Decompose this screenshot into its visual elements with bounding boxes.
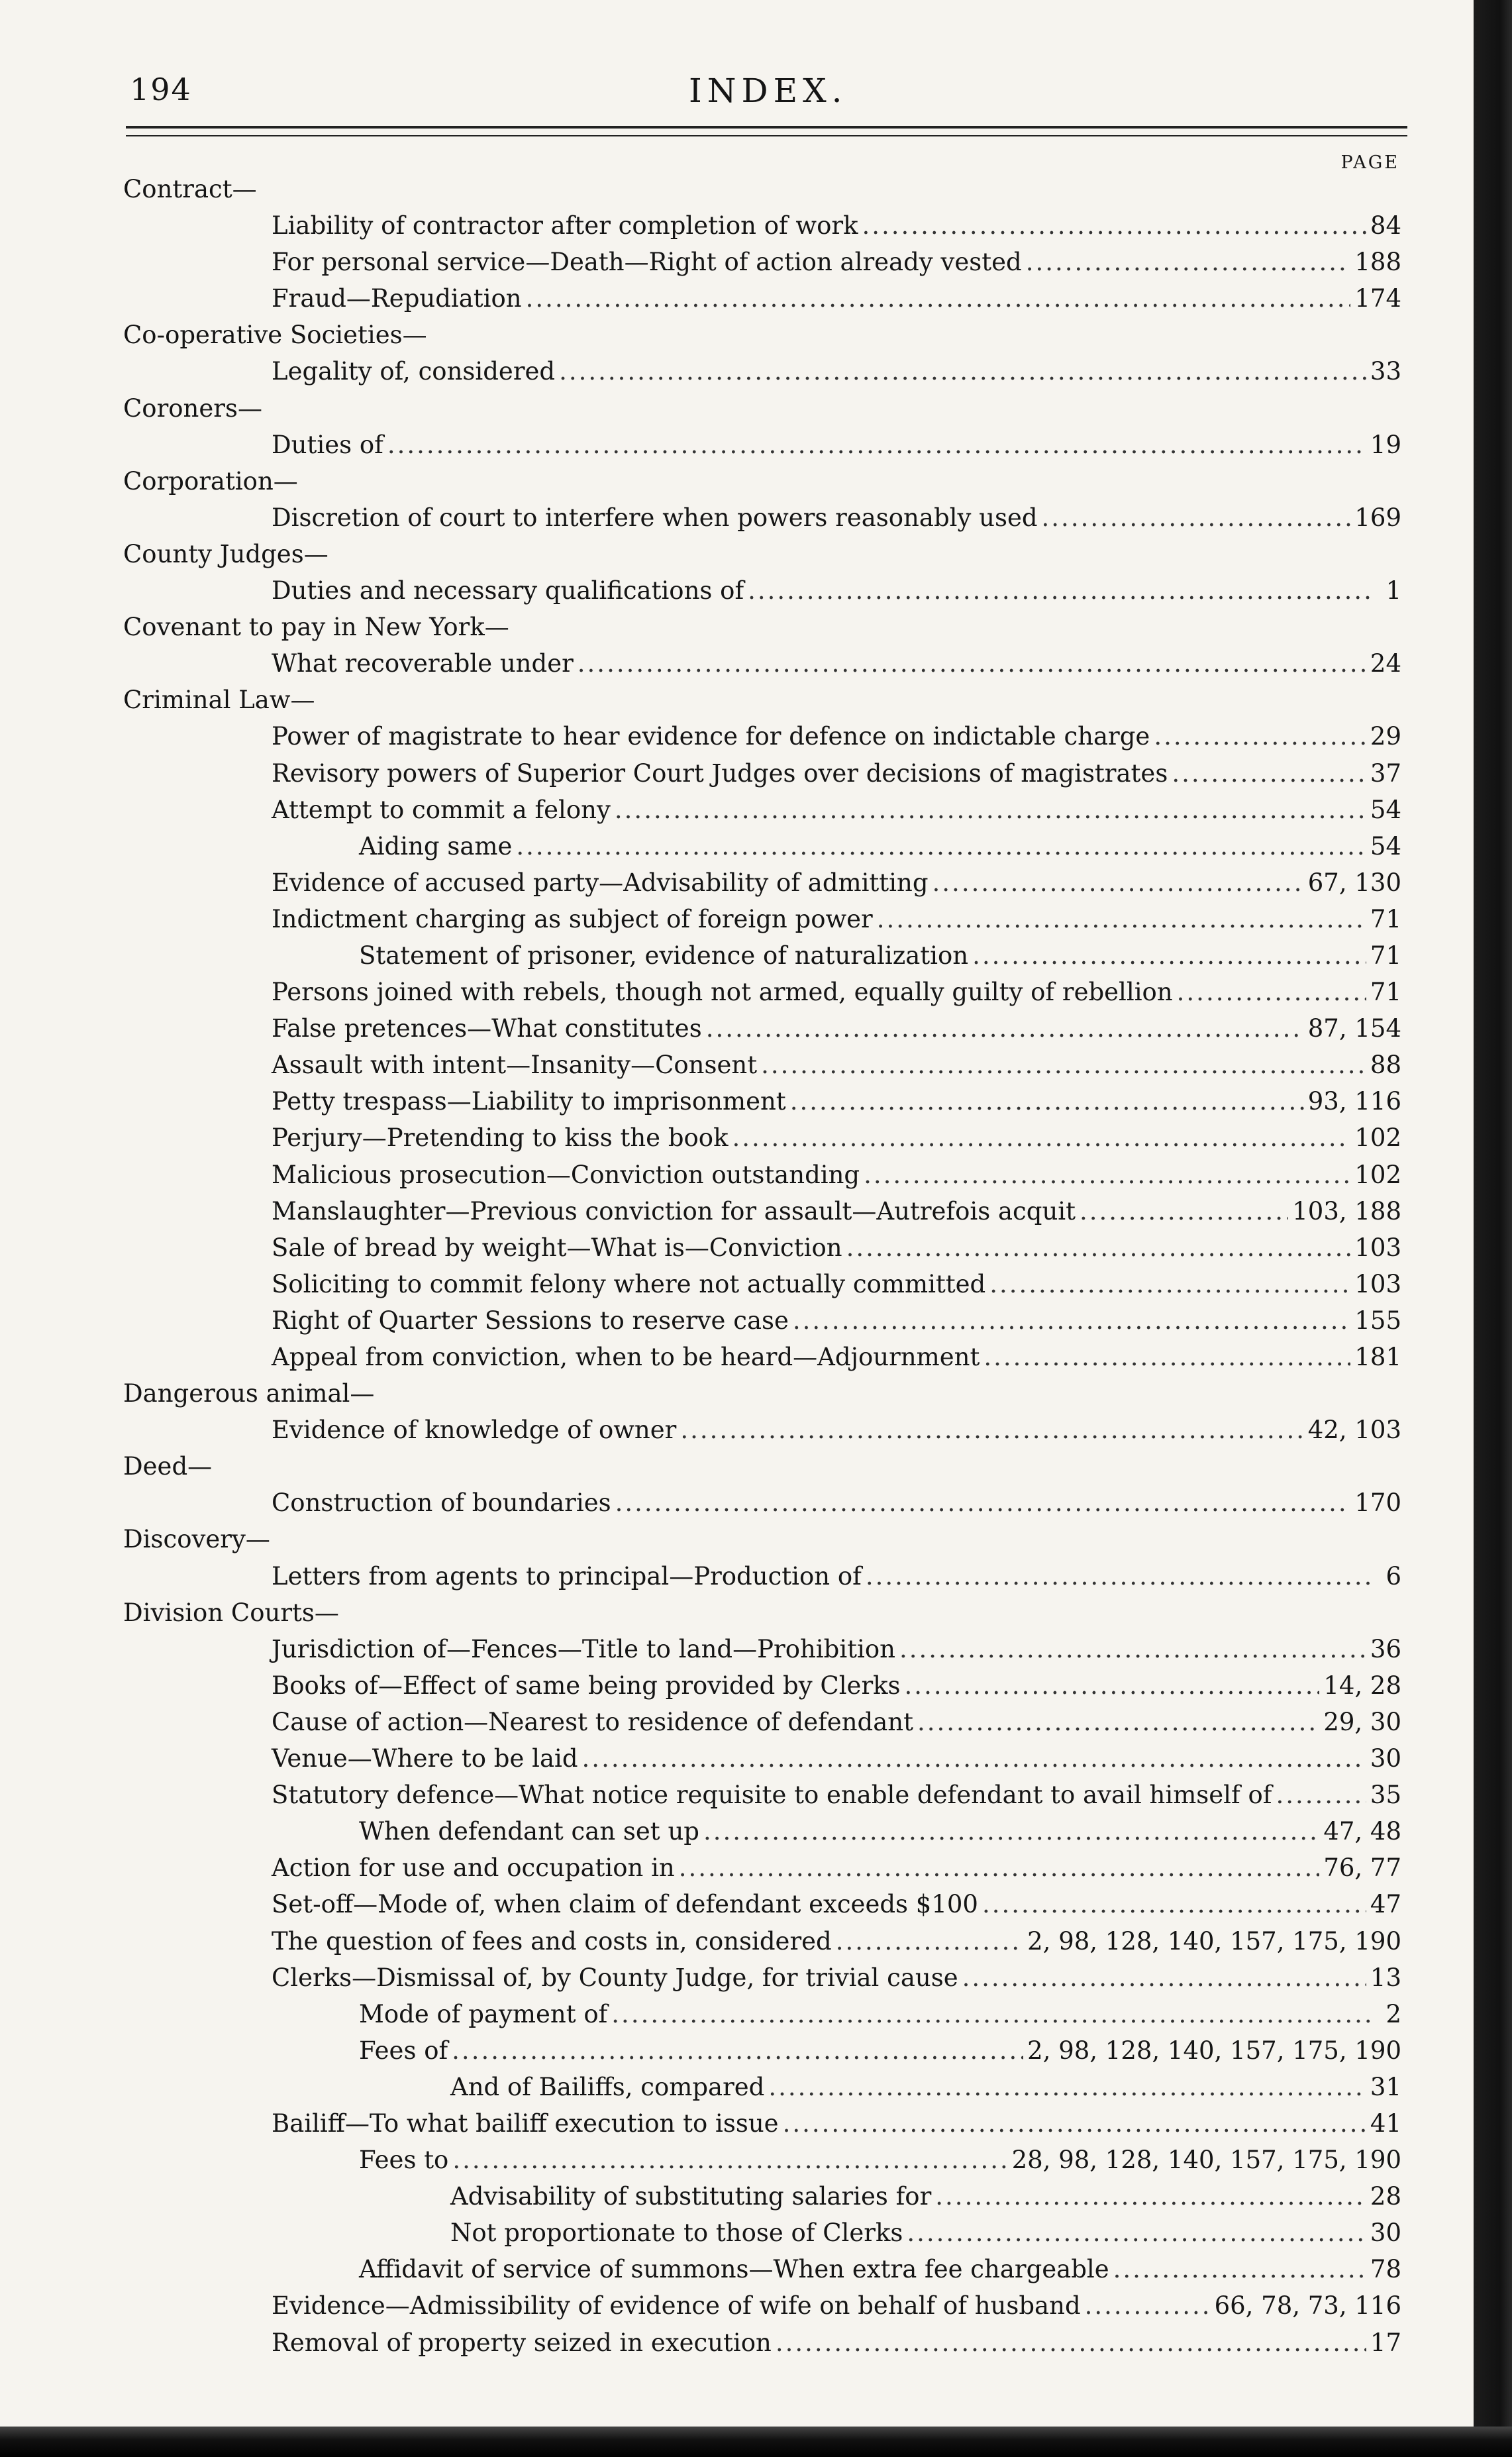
dot-leader — [907, 2215, 1366, 2251]
entry-page-ref: 17 — [1370, 2328, 1401, 2357]
index-entry — [123, 1157, 1401, 1193]
dot-leader — [836, 1923, 1023, 1960]
entry-text: Fraud—Repudiation — [272, 284, 522, 313]
entry-page-ref: 6 — [1386, 1561, 1401, 1591]
entry-line — [272, 280, 1401, 317]
entry-page-ref: 31 — [1370, 2072, 1401, 2101]
index-entry — [123, 1229, 1401, 1266]
entry-page-ref: 54 — [1370, 831, 1401, 861]
entry-line — [272, 1631, 1401, 1667]
entry-line — [272, 1485, 1401, 1521]
index-entry — [123, 2105, 1401, 2142]
entry-text: And of Bailiffs, compared — [450, 2072, 765, 2101]
entry-text: Soliciting to commit felony where not actually committed — [272, 1269, 986, 1298]
dot-leader — [706, 1010, 1304, 1047]
heading-text: Deed— — [123, 1452, 213, 1481]
index-entry — [123, 1631, 1401, 1667]
entry-text: Not proportionate to those of Clerks — [450, 2219, 903, 2248]
entry-page-ref: 71 — [1370, 978, 1401, 1007]
index-entry — [123, 645, 1401, 682]
index-entry — [123, 2142, 1401, 2178]
index-entry — [123, 1083, 1401, 1120]
entry-page-ref: 47, 48 — [1323, 1817, 1401, 1846]
entry-text: Right of Quarter Sessions to reserve case — [272, 1306, 789, 1335]
entry-page-ref: 87, 154 — [1307, 1014, 1401, 1043]
heading-text: County Judges— — [123, 539, 328, 568]
entry-text: Discretion of court to interfere when powers reasonably used — [272, 503, 1038, 532]
entry-text: Bailiff—To what bailiff execution to issue — [272, 2109, 779, 2138]
entry-text: Appeal from conviction, when to be heard—Adjournment — [272, 1343, 980, 1371]
entry-line — [272, 1740, 1401, 1777]
entry-page-ref: 42, 103 — [1307, 1416, 1401, 1445]
dot-leader — [899, 1631, 1366, 1667]
entry-page-ref: 93, 116 — [1307, 1087, 1401, 1116]
dot-leader — [776, 2325, 1366, 2361]
bottom-shadow — [0, 2427, 1512, 2457]
dot-leader — [846, 1229, 1351, 1266]
entry-page-ref: 170 — [1354, 1489, 1401, 1518]
dot-leader — [972, 937, 1366, 974]
entry-line — [272, 645, 1401, 682]
entry-line — [272, 1157, 1401, 1193]
entry-text: Manslaughter—Previous conviction for assault—Autrefois acquit — [272, 1196, 1076, 1226]
index-entry — [123, 2178, 1401, 2215]
entry-line — [359, 828, 1401, 864]
heading-text: Co-operative Societies— — [123, 321, 427, 350]
entry-line — [272, 755, 1401, 792]
entry-page-ref: 102 — [1354, 1160, 1401, 1189]
entry-line — [272, 1704, 1401, 1740]
heading-text: Criminal Law— — [123, 686, 315, 715]
index-heading — [123, 463, 1401, 499]
index-heading — [123, 536, 1401, 572]
dot-leader — [1026, 244, 1351, 280]
dot-leader — [582, 1740, 1366, 1777]
index-entry — [123, 1923, 1401, 1960]
entry-page-ref: 78 — [1370, 2255, 1401, 2284]
dot-leader — [935, 2178, 1366, 2215]
entry-page-ref: 19 — [1370, 430, 1401, 459]
index-entry — [123, 244, 1401, 280]
entry-text: Revisory powers of Superior Court Judges over decisions of magistrates — [272, 758, 1168, 788]
entry-line — [359, 2032, 1401, 2069]
entry-page-ref: 30 — [1370, 1744, 1401, 1773]
dot-leader — [611, 1996, 1371, 2032]
index-entry — [123, 2069, 1401, 2105]
entry-page-ref: 36 — [1370, 1634, 1401, 1663]
dot-leader — [452, 2142, 1007, 2178]
heading-text: Corporation— — [123, 466, 298, 496]
entry-line — [272, 244, 1401, 280]
index-entry — [123, 1412, 1401, 1448]
entry-line — [272, 572, 1401, 609]
entry-page-ref: 1 — [1386, 576, 1401, 605]
entry-text: Power of magistrate to hear evidence for defence on indictable charge — [272, 722, 1150, 751]
entry-text: Duties of — [272, 430, 383, 459]
index-entry — [123, 427, 1401, 463]
entry-line — [272, 2105, 1401, 2142]
entry-page-ref: 2, 98, 128, 140, 157, 175, 190 — [1027, 2036, 1401, 2065]
index-heading — [123, 390, 1401, 427]
index-entry — [123, 2215, 1401, 2251]
index-heading — [123, 1375, 1401, 1412]
index-entry — [123, 499, 1401, 536]
index-entry — [123, 828, 1401, 864]
header-rule-thin — [126, 135, 1407, 136]
entry-line — [272, 1083, 1401, 1120]
dot-leader — [578, 645, 1366, 682]
entry-line — [359, 1813, 1401, 1850]
entry-text: Attempt to commit a felony — [272, 795, 611, 824]
entry-line — [450, 2178, 1401, 2215]
dot-leader — [1276, 1777, 1366, 1813]
dot-leader — [1154, 718, 1366, 755]
entry-line — [272, 792, 1401, 828]
dot-leader — [615, 1485, 1351, 1521]
entry-line — [359, 937, 1401, 974]
dot-leader — [790, 1083, 1304, 1120]
entry-text: For personal service—Death—Right of action already vested — [272, 248, 1022, 277]
entry-text: Construction of boundaries — [272, 1489, 611, 1518]
dot-leader — [905, 1667, 1320, 1704]
entry-page-ref: 188 — [1354, 248, 1401, 277]
entry-line — [272, 1886, 1401, 1922]
index-entry — [123, 2325, 1401, 2361]
entry-page-ref: 155 — [1354, 1306, 1401, 1335]
entry-page-ref: 2, 98, 128, 140, 157, 175, 190 — [1027, 1926, 1401, 1956]
index-entry — [123, 1047, 1401, 1083]
entry-line — [272, 901, 1401, 937]
entry-text: Indictment charging as subject of foreign power — [272, 904, 873, 933]
index-entry — [123, 280, 1401, 317]
index-entry — [123, 901, 1401, 937]
index-entry — [123, 1996, 1401, 2032]
entry-line — [272, 1850, 1401, 1886]
dot-leader — [761, 1047, 1366, 1083]
dot-leader — [615, 792, 1366, 828]
entry-text: Books of—Effect of same being provided by Clerks — [272, 1671, 901, 1700]
dot-leader — [387, 427, 1366, 463]
entry-line — [272, 864, 1401, 901]
dot-leader — [1080, 1193, 1288, 1229]
index-entry — [123, 2287, 1401, 2324]
entry-page-ref: 30 — [1370, 2219, 1401, 2248]
entry-page-ref: 174 — [1354, 284, 1401, 313]
entry-text: Evidence of accused party—Advisability of admitting — [272, 868, 929, 897]
heading-text: Division Courts— — [123, 1598, 339, 1627]
dot-leader — [917, 1704, 1319, 1740]
entry-page-ref: 54 — [1370, 795, 1401, 824]
entry-line — [272, 1339, 1401, 1375]
heading-text: Contract— — [123, 175, 257, 203]
index-list — [123, 171, 1401, 2361]
dot-leader — [680, 1412, 1303, 1448]
index-entry — [123, 1266, 1401, 1302]
entry-page-ref: 2 — [1386, 1999, 1401, 2028]
heading-text: Discovery— — [123, 1525, 270, 1554]
entry-line — [272, 718, 1401, 755]
entry-text: Statutory defence—What notice requisite to enable defendant to avail himself of — [272, 1781, 1272, 1810]
entry-line — [272, 1923, 1401, 1960]
index-entry — [123, 1010, 1401, 1047]
dot-leader — [864, 1157, 1350, 1193]
dot-leader — [732, 1120, 1351, 1156]
entry-text: Persons joined with rebels, though not armed, equally guilty of rebellion — [272, 978, 1173, 1007]
entry-page-ref: 103 — [1354, 1233, 1401, 1262]
entry-line — [272, 1667, 1401, 1704]
entry-page-ref: 41 — [1370, 2109, 1401, 2138]
entry-text: Set-off—Mode of, when claim of defendant exceeds $100 — [272, 1890, 978, 1919]
entry-text: Statement of prisoner, evidence of naturalization — [359, 941, 969, 970]
dot-leader — [1177, 974, 1366, 1010]
entry-line — [272, 1558, 1401, 1594]
dot-leader — [748, 572, 1371, 609]
index-heading — [123, 317, 1401, 353]
index-entry — [123, 353, 1401, 390]
entry-line — [359, 2142, 1401, 2178]
index-heading — [123, 1521, 1401, 1557]
dot-leader — [989, 1266, 1350, 1302]
index-entry — [123, 1704, 1401, 1740]
entry-text: False pretences—What constitutes — [272, 1014, 702, 1043]
entry-line — [272, 1777, 1401, 1813]
entry-line — [272, 1193, 1401, 1229]
dot-leader — [1042, 499, 1351, 536]
index-heading — [123, 682, 1401, 718]
entry-text: Evidence—Admissibility of evidence of wife on behalf of husband — [272, 2291, 1081, 2321]
entry-line — [272, 1047, 1401, 1083]
entry-text: Cause of action—Nearest to residence of defendant — [272, 1707, 913, 1736]
entry-line — [272, 1412, 1401, 1448]
entry-text: Assault with intent—Insanity—Consent — [272, 1051, 758, 1080]
entry-line — [359, 1996, 1401, 2032]
entry-text: Fees of — [359, 2036, 448, 2065]
index-entry — [123, 1485, 1401, 1521]
index-entry — [123, 2032, 1401, 2069]
index-heading — [123, 609, 1401, 645]
entry-text: Clerks—Dismissal of, by County Judge, for trivial cause — [272, 1963, 958, 1992]
entry-page-ref: 88 — [1370, 1051, 1401, 1080]
entry-page-ref: 33 — [1370, 357, 1401, 386]
dot-leader — [1085, 2287, 1211, 2324]
heading-text: Dangerous animal— — [123, 1379, 375, 1408]
entry-line — [450, 2069, 1401, 2105]
entry-page-ref: 76, 77 — [1323, 1854, 1401, 1883]
entry-page-ref: 102 — [1354, 1124, 1401, 1153]
entry-line — [272, 499, 1401, 536]
entry-page-ref: 66, 78, 73, 116 — [1214, 2291, 1401, 2321]
index-entry — [123, 1886, 1401, 1922]
entry-page-ref: 28 — [1370, 2182, 1401, 2211]
entry-page-ref: 71 — [1370, 904, 1401, 933]
entry-page-ref: 24 — [1370, 649, 1401, 678]
index-entry — [123, 1813, 1401, 1850]
dot-leader — [877, 901, 1366, 937]
binding-shadow — [1474, 0, 1512, 2457]
page-column-label: PAGE — [1340, 152, 1399, 173]
index-entry — [123, 755, 1401, 792]
entry-text: Perjury—Pretending to kiss the book — [272, 1124, 729, 1153]
entry-line — [450, 2215, 1401, 2251]
heading-text: Coroners— — [123, 393, 262, 423]
entry-line — [272, 1120, 1401, 1156]
entry-page-ref: 67, 130 — [1307, 868, 1401, 897]
entry-text: Mode of payment of — [359, 1999, 608, 2028]
entry-line — [359, 2251, 1401, 2287]
entry-text: Fees to — [359, 2146, 449, 2175]
entry-text: Duties and necessary qualifications of — [272, 576, 744, 605]
entry-text: What recoverable under — [272, 649, 574, 678]
entry-text: Evidence of knowledge of owner — [272, 1416, 677, 1445]
entry-page-ref: 103, 188 — [1292, 1196, 1401, 1226]
heading-text: Covenant to pay in New York— — [123, 613, 509, 642]
dot-leader — [932, 864, 1304, 901]
entry-page-ref: 13 — [1370, 1963, 1401, 1992]
entry-line — [272, 353, 1401, 390]
dot-leader — [768, 2069, 1366, 2105]
entry-line — [272, 2325, 1401, 2361]
index-entry — [123, 937, 1401, 974]
dot-leader — [862, 207, 1366, 244]
index-entry — [123, 792, 1401, 828]
entry-line — [272, 1010, 1401, 1047]
entry-text: Malicious prosecution—Conviction outstanding — [272, 1160, 860, 1189]
entry-text: Advisability of substituting salaries for — [450, 2182, 932, 2211]
dot-leader — [1172, 755, 1366, 792]
dot-leader — [679, 1850, 1320, 1886]
entry-text: Aiding same — [359, 831, 513, 861]
dot-leader — [783, 2105, 1366, 2142]
entry-text: Affidavit of service of summons—When extra fee chargeable — [359, 2255, 1109, 2284]
entry-page-ref: 47 — [1370, 1890, 1401, 1919]
entry-text: The question of fees and costs in, considered — [272, 1926, 832, 1956]
entry-text: Sale of bread by weight—What is—Conviction — [272, 1233, 842, 1262]
page-number: 194 — [130, 72, 192, 107]
index-entry — [123, 1302, 1401, 1339]
entry-text: Legality of, considered — [272, 357, 556, 386]
entry-page-ref: 84 — [1370, 211, 1401, 240]
dot-leader — [1113, 2251, 1366, 2287]
entry-text: Action for use and occupation in — [272, 1854, 675, 1883]
dot-leader — [982, 1886, 1366, 1922]
index-entry — [123, 1339, 1401, 1375]
entry-page-ref: 103 — [1354, 1269, 1401, 1298]
entry-line — [272, 427, 1401, 463]
entry-line — [272, 974, 1401, 1010]
index-entry — [123, 1850, 1401, 1886]
entry-page-ref: 181 — [1354, 1343, 1401, 1371]
header-rule — [126, 126, 1407, 129]
entry-text: Letters from agents to principal—Production of — [272, 1561, 862, 1591]
entry-text: Petty trespass—Liability to imprisonment — [272, 1087, 786, 1116]
entry-page-ref: 29 — [1370, 722, 1401, 751]
index-entry — [123, 1777, 1401, 1813]
dot-leader — [962, 1960, 1366, 1996]
index-heading — [123, 171, 1401, 207]
entry-line — [272, 1266, 1401, 1302]
dot-leader — [516, 828, 1366, 864]
entry-text: Jurisdiction of—Fences—Title to land—Prohibition — [272, 1634, 895, 1663]
index-heading — [123, 1448, 1401, 1485]
index-entry — [123, 207, 1401, 244]
entry-page-ref: 28, 98, 128, 140, 157, 175, 190 — [1011, 2146, 1401, 2175]
dot-leader — [452, 2032, 1023, 2069]
index-entry — [123, 1667, 1401, 1704]
dot-leader — [793, 1302, 1350, 1339]
dot-leader — [703, 1813, 1319, 1850]
index-heading — [123, 1594, 1401, 1631]
entry-page-ref: 29, 30 — [1323, 1707, 1401, 1736]
entry-page-ref: 37 — [1370, 758, 1401, 788]
entry-text: Venue—Where to be laid — [272, 1744, 578, 1773]
index-entry — [123, 1740, 1401, 1777]
entry-text: Removal of property seized in execution — [272, 2328, 772, 2357]
entry-page-ref: 71 — [1370, 941, 1401, 970]
index-entry — [123, 864, 1401, 901]
index-entry — [123, 1193, 1401, 1229]
entry-line — [272, 1302, 1401, 1339]
entry-line — [272, 2287, 1401, 2324]
entry-line — [272, 1960, 1401, 1996]
index-entry — [123, 974, 1401, 1010]
entry-line — [272, 207, 1401, 244]
entry-page-ref: 169 — [1354, 503, 1401, 532]
dot-leader — [559, 353, 1366, 390]
dot-leader — [526, 280, 1351, 317]
index-entry — [123, 2251, 1401, 2287]
entry-line — [272, 1229, 1401, 1266]
entry-page-ref: 35 — [1370, 1781, 1401, 1810]
index-entry — [123, 1558, 1401, 1594]
entry-page-ref: 14, 28 — [1323, 1671, 1401, 1700]
dot-leader — [866, 1558, 1371, 1594]
index-entry — [123, 1960, 1401, 1996]
index-entry — [123, 572, 1401, 609]
index-entry — [123, 1120, 1401, 1156]
dot-leader — [983, 1339, 1350, 1375]
entry-text: Liability of contractor after completion of work — [272, 211, 858, 240]
index-entry — [123, 718, 1401, 755]
entry-text: When defendant can set up — [359, 1817, 699, 1846]
running-title: INDEX. — [689, 72, 848, 110]
